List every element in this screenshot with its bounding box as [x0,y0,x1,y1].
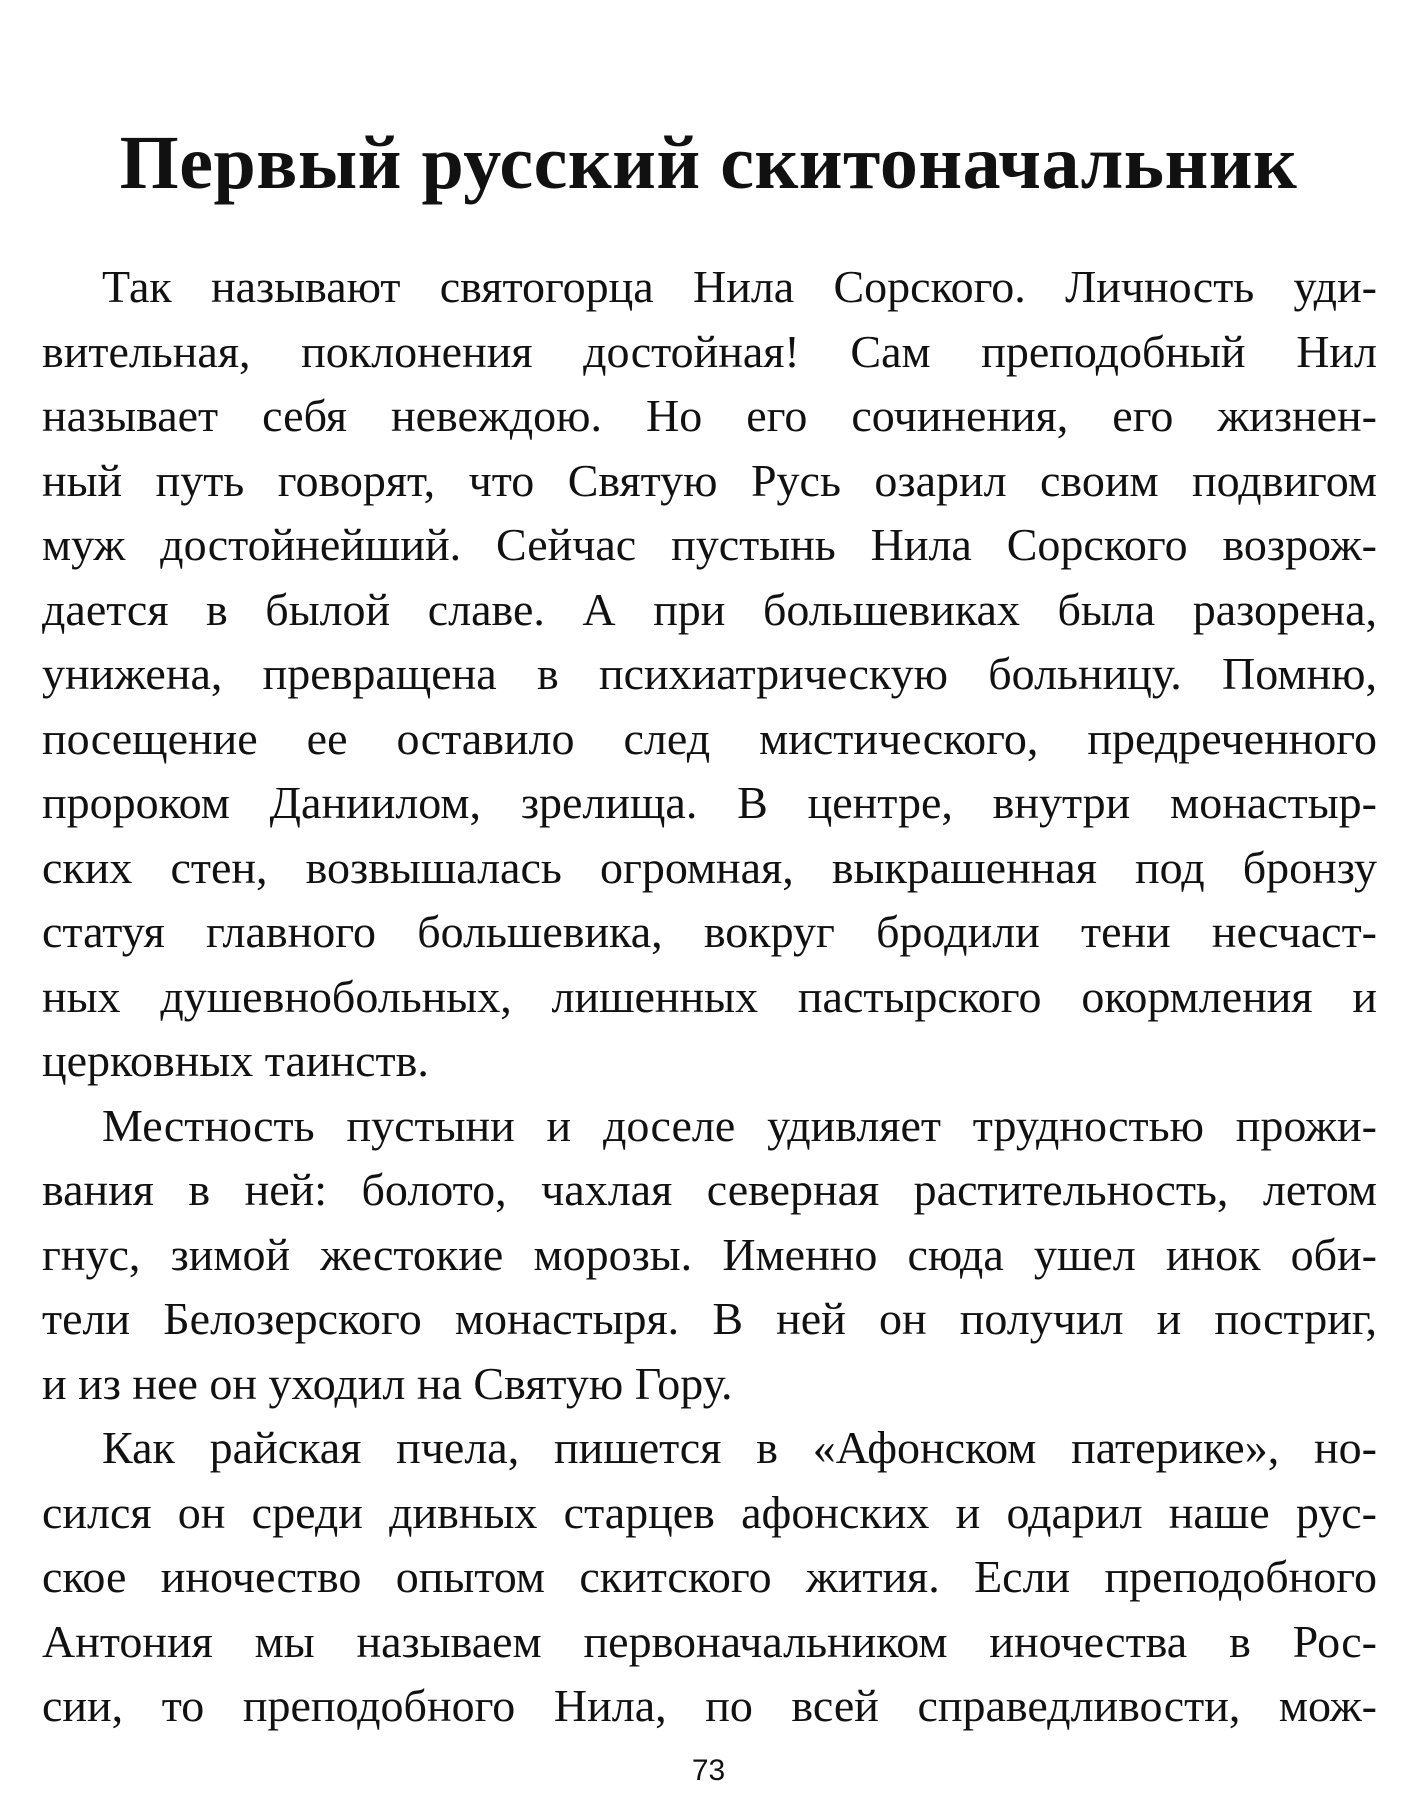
text-line: гнус, зимой жестокие морозы. Именно сюда ушел инок оби- [42,1228,1377,1280]
text-line: тели Белозерского монастыря. В ней он получил и постриг, [42,1293,1377,1344]
text-line: пророком Даниилом, зрелища. В центре, внутри монастыр- [42,777,1377,828]
text-line: Так называют святогорца Нила Сорского. Личность уди- [102,261,1377,312]
text-line: вительная, поклонения достойная! Сам преподобный Нил [42,325,1377,377]
text-line: вания в ней: болото, чахлая северная растительность, летом [42,1164,1377,1215]
text-line: унижена, превращена в психиатрическую больницу. Помню, [42,648,1377,699]
text-line: Местность пустыни и доселе удивляет трудностью прожи- [102,1099,1377,1151]
text-line: посещение ее оставило след мистического, предреченного [42,712,1377,764]
text-line: муж достойнейший. Сейчас пустынь Нила Сорского возрож- [42,519,1377,570]
text-line: ское иночество опытом скитского жития. Если преподобного [42,1551,1377,1602]
chapter-title: Первый русский скитоначальник [119,121,1298,205]
text-line: сии, то преподобного Нила, по всей справедливости, мож- [42,1680,1377,1731]
text-line: статуя главного большевика, вокруг бродили тени несчаст- [42,906,1377,957]
text-line: сился он среди дивных старцев афонских и одарил наше рус- [42,1486,1377,1538]
text-line: и из нее он уходил на Святую Гору. [42,1357,733,1409]
text-line: ных душевнобольных, лишенных пастырского окормления и [42,970,1377,1022]
text-line: Антония мы называем первоначальником иночества в Рос- [42,1615,1377,1667]
text-line: ный путь говорят, что Святую Русь озарил своим подвигом [42,454,1377,506]
text-line: дается в былой славе. А при большевиках была разорена, [42,583,1377,635]
text-line: ских стен, возвышалась огромная, выкрашенная под бронзу [42,841,1377,893]
page-number: 73 [691,1754,726,1787]
body-text [42,255,1377,1739]
text-line: называет себя невеждою. Но его сочинения, его жизнен- [42,390,1377,441]
text-line: церковных таинств. [42,1035,429,1086]
text-line: Как райская пчела, пишется в «Афонском патерике», но- [102,1422,1377,1473]
